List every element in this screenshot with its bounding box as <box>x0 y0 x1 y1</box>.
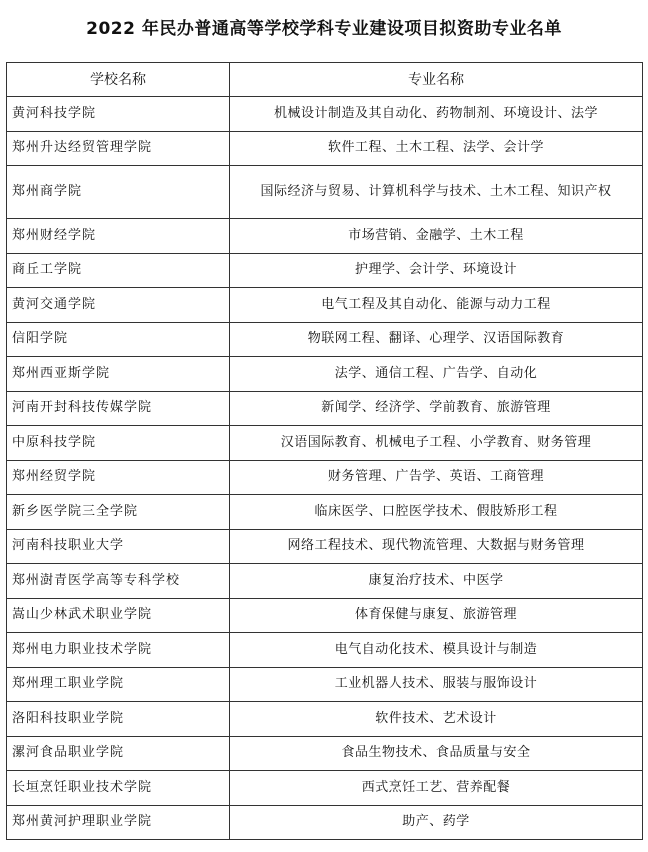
school-name: 郑州西亚斯学院 <box>7 357 230 392</box>
school-name: 郑州电力职业技术学院 <box>7 633 230 668</box>
major-list: 国际经济与贸易、计算机科学与技术、土木工程、知识产权 <box>230 166 643 219</box>
school-name: 郑州财经学院 <box>7 219 230 254</box>
page-title: 2022 年民办普通高等学校学科专业建设项目拟资助专业名单 <box>86 19 562 39</box>
table-row <box>7 322 643 357</box>
school-name: 黄河交通学院 <box>7 288 230 323</box>
school-name: 中原科技学院 <box>7 426 230 461</box>
table-row <box>7 391 643 426</box>
school-name: 郑州理工职业学院 <box>7 667 230 702</box>
table-row <box>7 667 643 702</box>
table-row <box>7 357 643 392</box>
table-row <box>7 426 643 461</box>
table-row <box>7 97 643 132</box>
major-list: 食品生物技术、食品质量与安全 <box>230 736 643 771</box>
major-list: 法学、通信工程、广告学、自动化 <box>230 357 643 392</box>
school-name: 郑州澍青医学高等专科学校 <box>7 564 230 599</box>
major-list: 临床医学、口腔医学技术、假肢矫形工程 <box>230 495 643 530</box>
column-header-majors: 专业名称 <box>230 63 643 97</box>
school-name: 河南科技职业大学 <box>7 529 230 564</box>
table-row <box>7 495 643 530</box>
major-list: 西式烹饪工艺、营养配餐 <box>230 771 643 806</box>
table-header-row <box>7 63 643 97</box>
school-majors-table <box>6 62 643 840</box>
table-row <box>7 805 643 840</box>
table-row <box>7 736 643 771</box>
table-row <box>7 564 643 599</box>
major-list: 财务管理、广告学、英语、工商管理 <box>230 460 643 495</box>
major-list: 市场营销、金融学、土木工程 <box>230 219 643 254</box>
major-list: 机械设计制造及其自动化、药物制剂、环境设计、法学 <box>230 97 643 132</box>
school-name: 嵩山少林武术职业学院 <box>7 598 230 633</box>
major-list: 助产、药学 <box>230 805 643 840</box>
table-row <box>7 219 643 254</box>
school-name: 商丘工学院 <box>7 253 230 288</box>
table-row <box>7 288 643 323</box>
school-name: 郑州经贸学院 <box>7 460 230 495</box>
table-row <box>7 131 643 166</box>
school-name: 信阳学院 <box>7 322 230 357</box>
major-list: 软件工程、土木工程、法学、会计学 <box>230 131 643 166</box>
table-row <box>7 771 643 806</box>
table-row <box>7 166 643 219</box>
school-name: 河南开封科技传媒学院 <box>7 391 230 426</box>
school-name: 黄河科技学院 <box>7 97 230 132</box>
table-row <box>7 598 643 633</box>
major-list: 工业机器人技术、服装与服饰设计 <box>230 667 643 702</box>
table-row <box>7 702 643 737</box>
major-list: 软件技术、艺术设计 <box>230 702 643 737</box>
school-name: 新乡医学院三全学院 <box>7 495 230 530</box>
major-list: 电气工程及其自动化、能源与动力工程 <box>230 288 643 323</box>
major-list: 体育保健与康复、旅游管理 <box>230 598 643 633</box>
major-list: 网络工程技术、现代物流管理、大数据与财务管理 <box>230 529 643 564</box>
column-header-school: 学校名称 <box>7 63 230 97</box>
major-list: 物联网工程、翻译、心理学、汉语国际教育 <box>230 322 643 357</box>
table-row <box>7 253 643 288</box>
major-list: 护理学、会计学、环境设计 <box>230 253 643 288</box>
school-name: 郑州黄河护理职业学院 <box>7 805 230 840</box>
table-row <box>7 460 643 495</box>
school-name: 郑州商学院 <box>7 166 230 219</box>
school-name: 漯河食品职业学院 <box>7 736 230 771</box>
school-name: 洛阳科技职业学院 <box>7 702 230 737</box>
table-row <box>7 633 643 668</box>
major-list: 电气自动化技术、模具设计与制造 <box>230 633 643 668</box>
major-list: 康复治疗技术、中医学 <box>230 564 643 599</box>
school-name: 郑州升达经贸管理学院 <box>7 131 230 166</box>
table-row <box>7 529 643 564</box>
major-list: 新闻学、经济学、学前教育、旅游管理 <box>230 391 643 426</box>
school-name: 长垣烹饪职业技术学院 <box>7 771 230 806</box>
major-list: 汉语国际教育、机械电子工程、小学教育、财务管理 <box>230 426 643 461</box>
